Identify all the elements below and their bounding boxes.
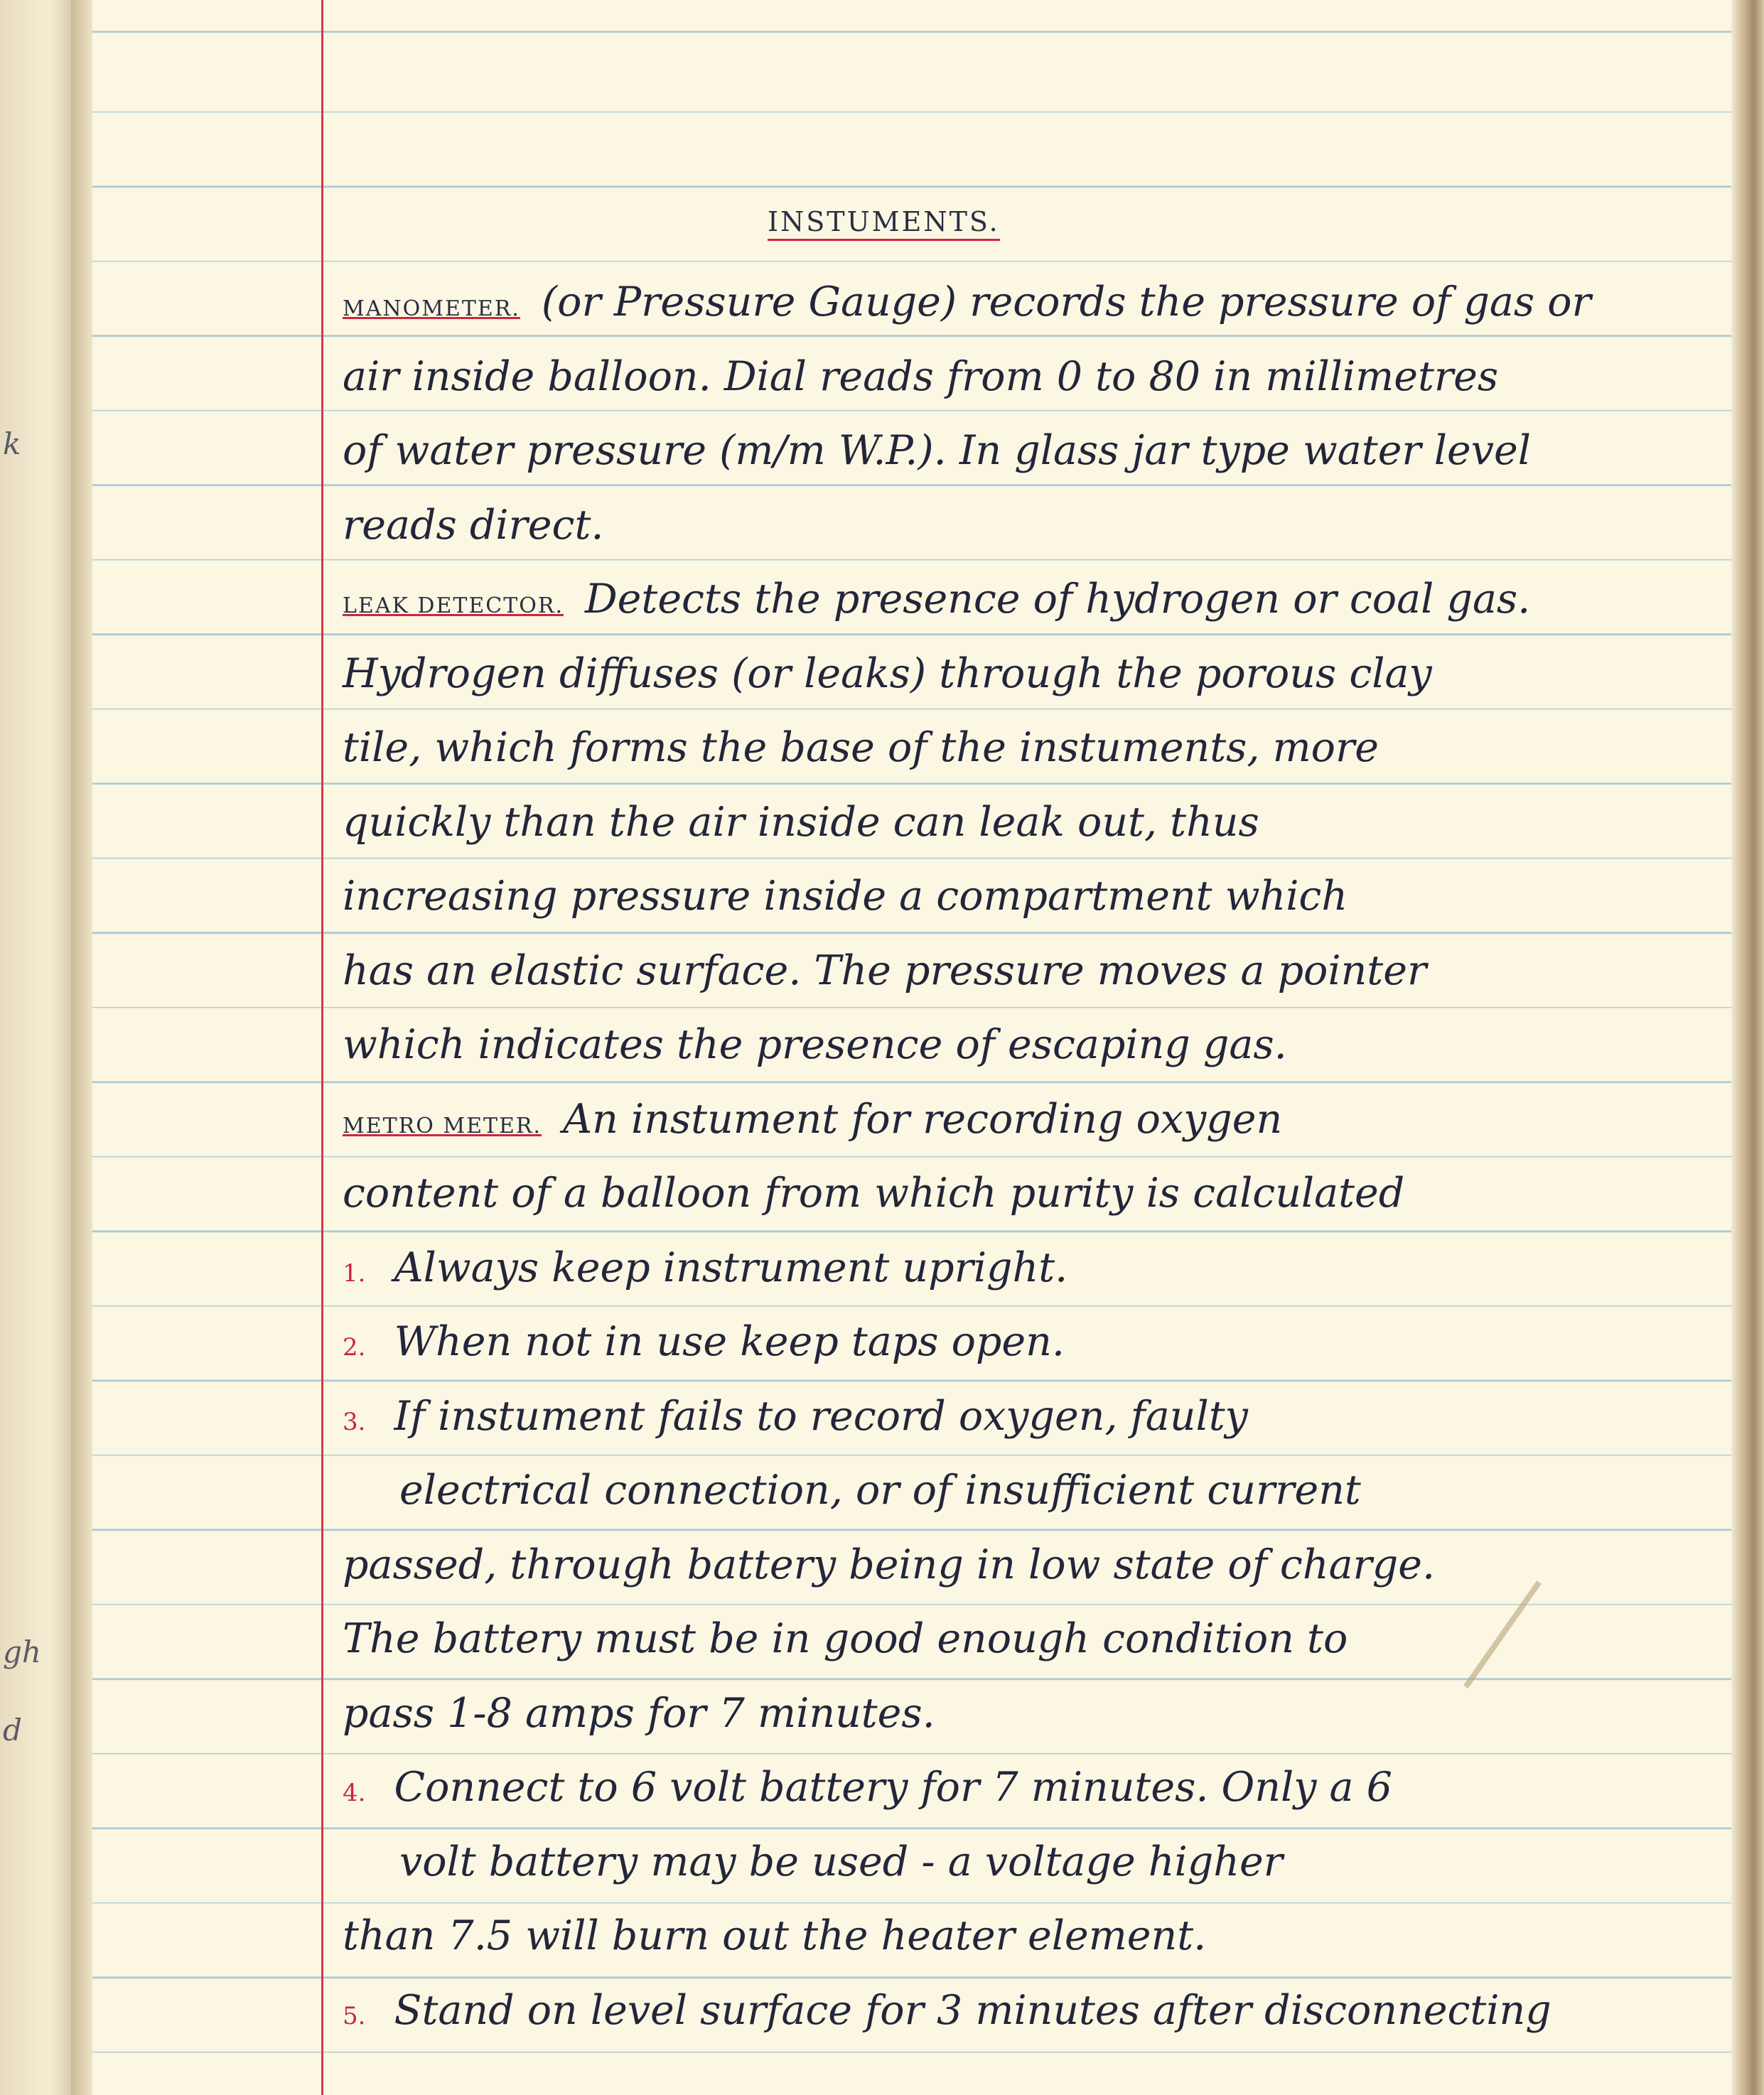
- text-line: [343, 1243, 1728, 1298]
- line-text: (or Pressure Gauge) records the pressure of gas or: [541, 279, 1591, 325]
- text-line: [343, 574, 1728, 631]
- right-page-edges: [1731, 0, 1764, 2095]
- line-text: of water pressure (m/m W.P.). In glass jar type water level: [343, 427, 1531, 474]
- line-text: If instument fails to record oxygen, faulty: [394, 1393, 1248, 1440]
- line-text: quickly than the air inside can leak out, thus: [343, 799, 1259, 846]
- list-number: 5.: [343, 2002, 366, 2030]
- text-line: [343, 1837, 1764, 1887]
- line-text: volt battery may be used - a voltage higher: [399, 1838, 1283, 1885]
- line-text: increasing pressure inside a compartment which: [343, 873, 1348, 920]
- list-number: 4.: [343, 1779, 366, 1807]
- list-number: 1.: [343, 1259, 366, 1288]
- margin-note: k: [3, 426, 21, 461]
- page-heading: INSTUMENTS.: [768, 206, 1000, 241]
- line-text: passed, through battery being in low state of charge.: [343, 1541, 1436, 1588]
- text-line: [343, 1911, 1728, 1961]
- text-line: [343, 1689, 1728, 1738]
- line-text: content of a balloon from which purity is calculated: [343, 1170, 1405, 1217]
- line-text: air inside balloon. Dial reads from 0 to 80 in millimetres: [343, 353, 1499, 400]
- line-text: The battery must be in good enough condition to: [343, 1615, 1348, 1662]
- text-line: [343, 1614, 1728, 1664]
- section-label: METRO METER.: [343, 1114, 542, 1138]
- line-text: electrical connection, or of insufficient current: [399, 1467, 1361, 1514]
- section-label: LEAK DETECTOR.: [343, 593, 564, 618]
- list-number: 3.: [343, 1408, 366, 1436]
- text-line: [343, 1986, 1728, 2041]
- text-line: [343, 1391, 1728, 1447]
- text-line: [343, 277, 1728, 334]
- text-line: [343, 723, 1728, 772]
- text-line: [343, 1762, 1728, 1818]
- text-line: [343, 1094, 1728, 1151]
- line-text: Always keep instrument upright.: [394, 1244, 1068, 1291]
- line-text: When not in use keep taps open.: [394, 1318, 1065, 1365]
- left-page-edge: [0, 0, 72, 2095]
- line-text: Connect to 6 volt battery for 7 minutes. Only a 6: [394, 1764, 1392, 1811]
- text-line: [343, 946, 1728, 996]
- list-number: 2.: [343, 1333, 366, 1362]
- text-line: [343, 797, 1728, 847]
- text-line: [343, 1168, 1728, 1218]
- line-text: Hydrogen diffuses (or leaks) through the porous clay: [343, 650, 1432, 697]
- line-text: An instument for recording oxygen: [563, 1096, 1283, 1143]
- line-text: Stand on level surface for 3 minutes after disconnecting: [394, 1987, 1551, 2034]
- line-text: pass 1-8 amps for 7 minutes.: [343, 1690, 935, 1737]
- text-line: [343, 500, 1728, 550]
- text-line: [343, 352, 1728, 402]
- text-line: [343, 1317, 1728, 1372]
- text-line: [343, 649, 1728, 699]
- line-text: reads direct.: [343, 502, 604, 549]
- text-line: [343, 1540, 1728, 1590]
- text-line: [343, 426, 1728, 475]
- text-line: [343, 1465, 1764, 1515]
- section-label: MANOMETER.: [343, 296, 520, 321]
- line-text: has an elastic surface. The pressure moves a pointer: [343, 947, 1427, 994]
- margin-note: d: [3, 1713, 22, 1747]
- line-text: tile, which forms the base of the instuments, more: [343, 724, 1379, 771]
- margin-note: gh: [3, 1634, 41, 1669]
- text-line: [343, 871, 1728, 921]
- text-line: [343, 1020, 1728, 1070]
- line-text: Detects the presence of hydrogen or coal gas.: [584, 576, 1531, 623]
- page-binding: [71, 0, 92, 2095]
- line-text: than 7.5 will burn out the heater element.: [343, 1912, 1207, 1959]
- line-text: which indicates the presence of escaping gas.: [343, 1021, 1287, 1068]
